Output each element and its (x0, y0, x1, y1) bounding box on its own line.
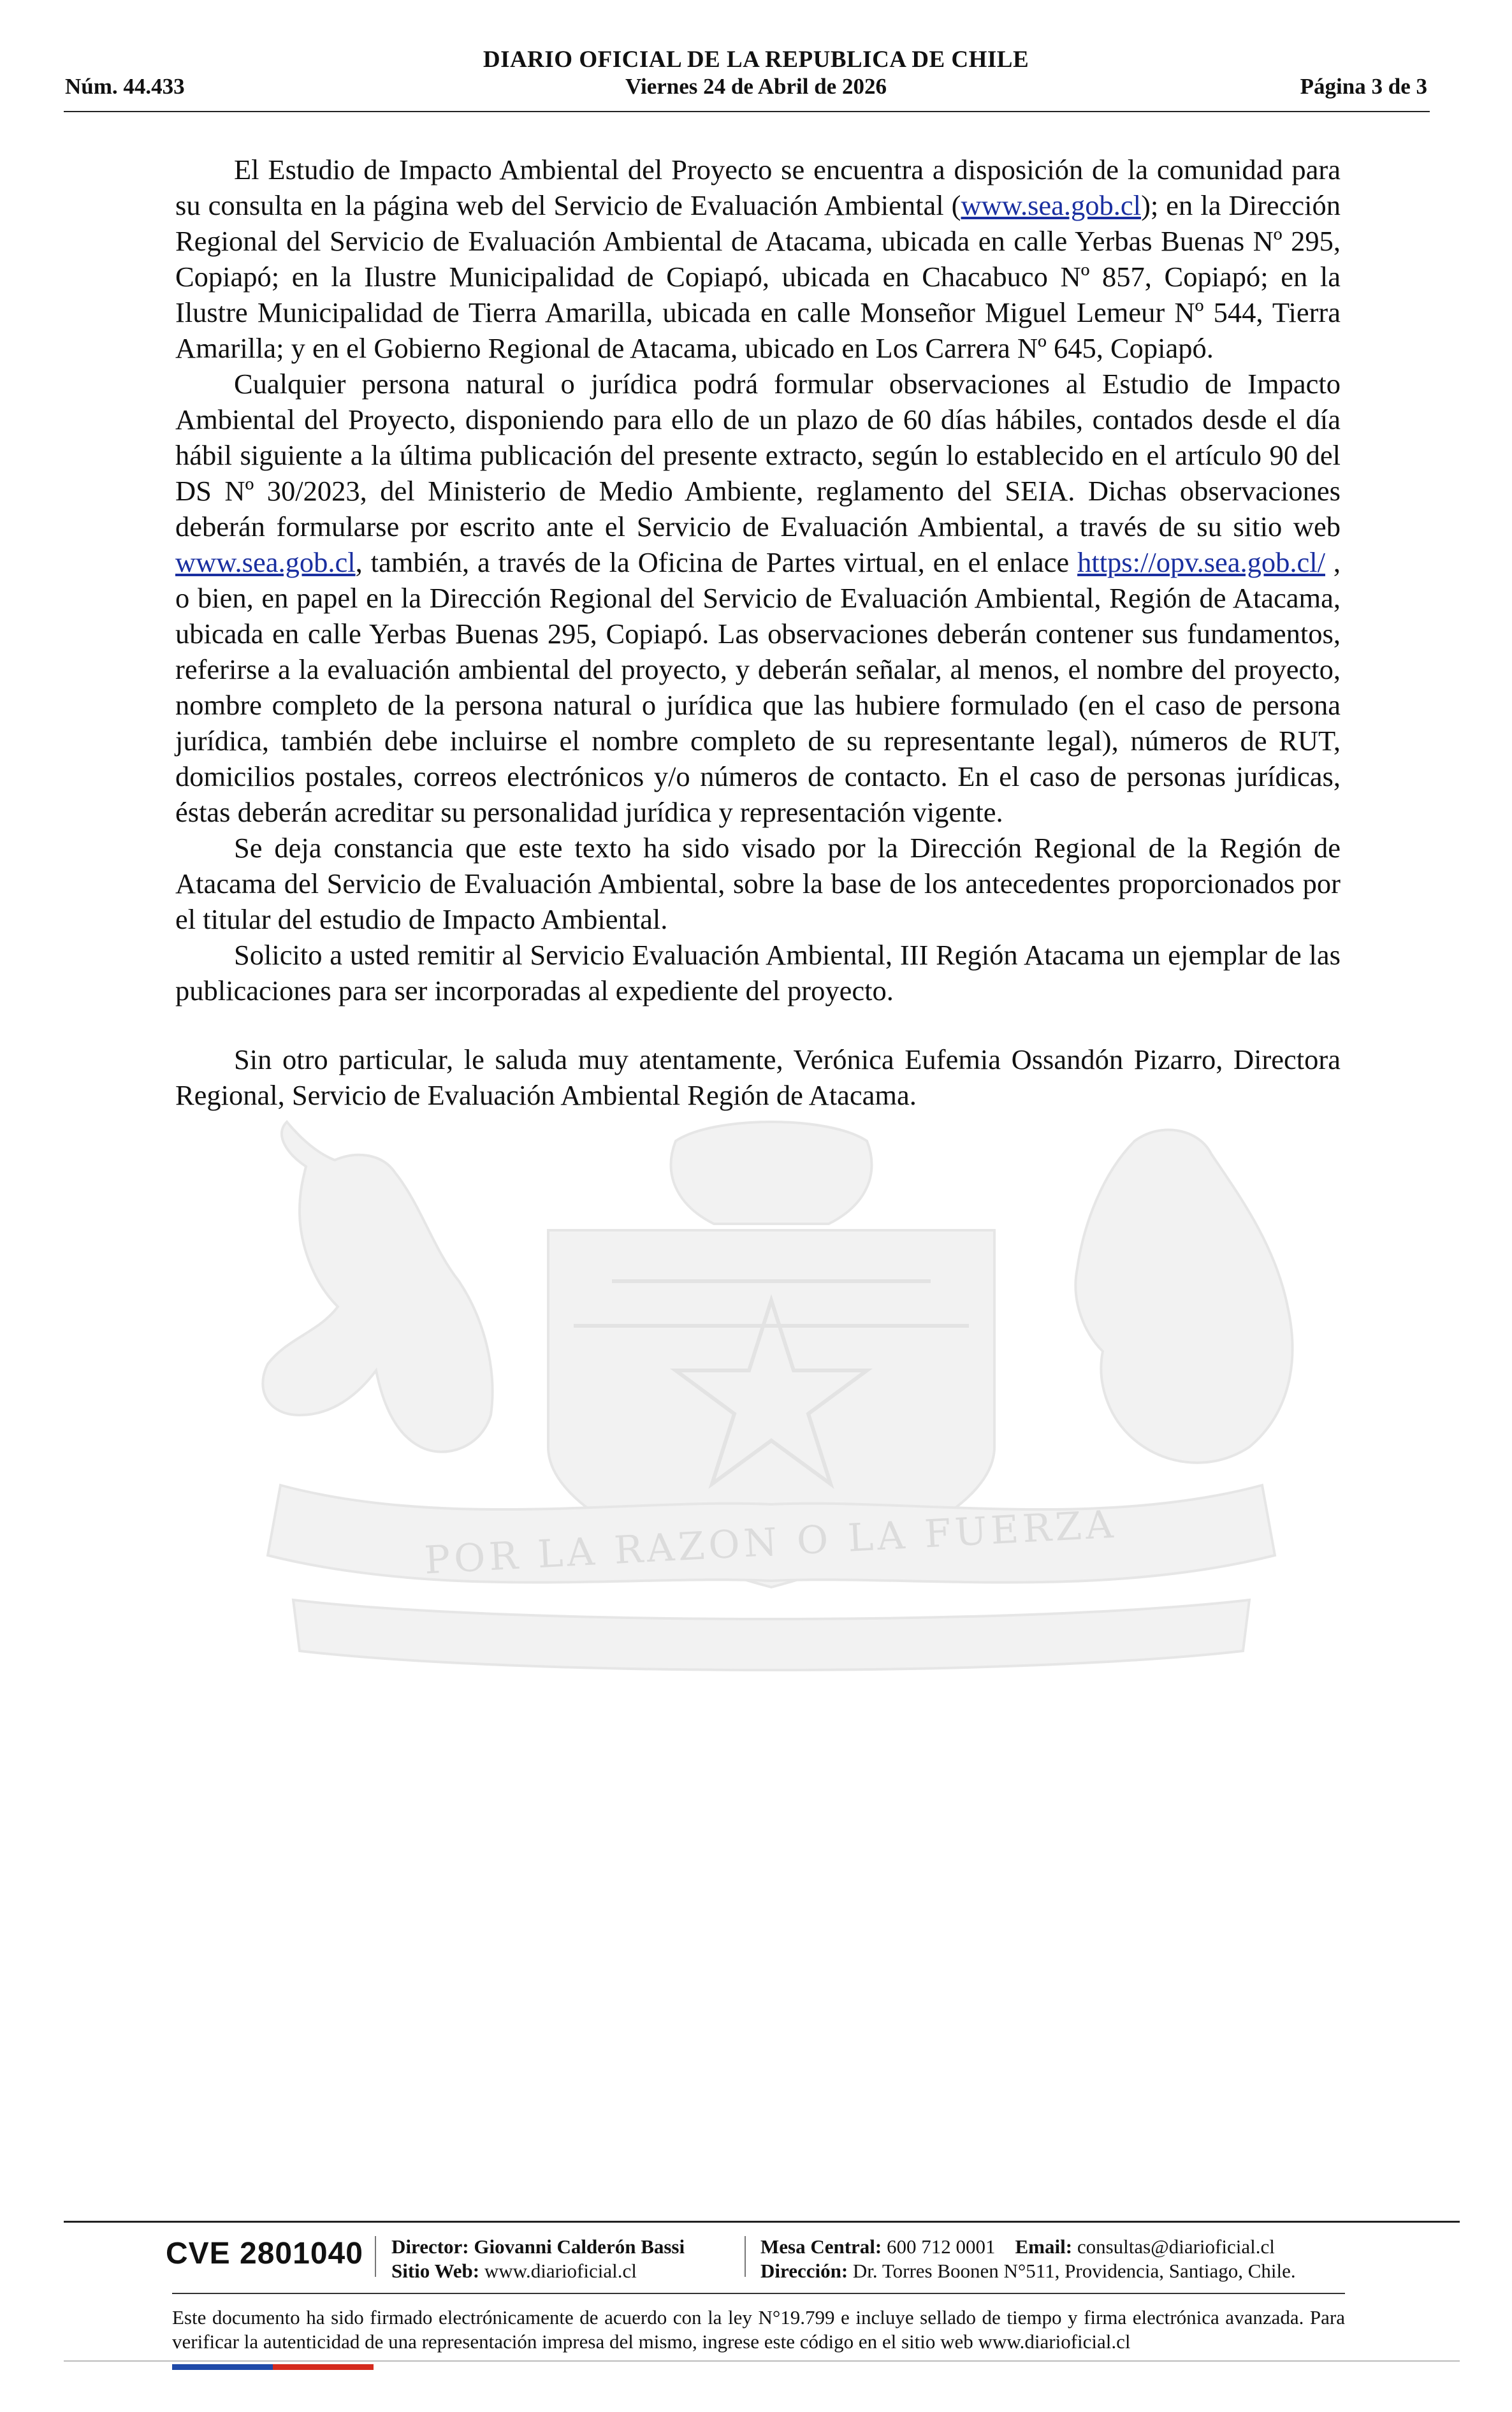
footer-phone: 600 712 0001 (887, 2235, 996, 2258)
footer-inner-divider (172, 2293, 1345, 2294)
document-body (175, 152, 1341, 1113)
footer-director-block: Director: Giovanni Calderón Bassi Sitio Web: www.diarioficial.cl (391, 2235, 685, 2282)
newspaper-title: DIARIO OFICIAL DE LA REPUBLICA DE CHILE (483, 47, 1029, 73)
issue-number: Núm. 44.433 (65, 74, 185, 99)
legal-notice: Este documento ha sido firmado electrónicamente de acuerdo con la ley N°19.799 e incluye sellado de tiempo y firma electrónica avanzada. Para verificar la autenticidad de una representación impresa del mismo, ingrese este código en el sitio web www.diarioficial.cl (172, 2306, 1345, 2353)
opv-portal-link[interactable]: https://opv.sea.gob.cl/ (1077, 546, 1325, 578)
paragraph-observations: Cualquier persona natural o jurídica podrá formular observaciones al Estudio de Impacto Ambiental del Proyecto, disponiendo para ello de un plazo de 60 días hábiles, contados desde el día hábil siguiente a la última publicación del presente extracto, según lo establecido en el artículo 90 del DS Nº 30/2023, del Ministerio de Medio Ambiente, reglamento del SEIA. Dichas observaciones deberán formularse por escrito ante el Servicio de Evaluación Ambiental, a través de su sitio web www.sea.gob.cl, también, a través de la Oficina de Partes virtual, en el enlace https://opv.sea.gob.cl/ , o bien, en papel en la Dirección Regional del Servicio de Evaluación Ambiental, Región de Atacama, ubicada en calle Yerbas Buenas 295, Copiapó. Las observaciones deberán contener sus fundamentos, referirse a la evaluación ambiental del proyecto, y deberán señalar, al menos, el nombre del proyecto, nombre completo de la persona natural o jurídica que las hubiere formulado (en el caso de persona jurídica, también debe incluirse el nombre completo de su representante legal), números de RUT, domicilios postales, correos electrónicos y/o números de contacto. En el caso de personas jurídicas, éstas deberán acreditar su personalidad jurídica y representación vigente. (175, 368, 1341, 828)
footer-separator (375, 2236, 376, 2277)
paragraph-visado: Se deja constancia que este texto ha sido visado por la Dirección Regional de la Región de Atacama del Servicio de Evaluación Ambiental, sobre la base de los antecedentes proporcionados por el titular del estudio de Impacto Ambiental. (175, 832, 1341, 935)
page-indicator: Página 3 de 3 (1300, 74, 1427, 99)
coat-of-arms-icon (191, 1115, 1351, 1689)
footer-contact-block: Mesa Central: 600 712 0001 Email: consultas@diarioficial.cl Dirección: Dr. Torres Boonen N°511, Providencia, Santiago, Chile. (760, 2235, 1296, 2282)
footer-separator (745, 2236, 746, 2277)
sea-website-link-2[interactable]: www.sea.gob.cl (175, 546, 356, 578)
paragraph-consultation: El Estudio de Impacto Ambiental del Proyecto se encuentra a disposición de la comunidad para su consulta en la página web del Servicio de Evaluación Ambiental (www.sea.gob.cl); en la Dirección Regional del Servicio de Evaluación Ambiental de Atacama, ubicada en calle Yerbas Buenas Nº 295, Copiapó; en la Ilustre Municipalidad de Copiapó, ubicada en Chacabuco Nº 857, Copiapó; en la Ilustre Municipalidad de Tierra Amarilla, ubicada en calle Monseñor Miguel Lemeur Nº 544, Tierra Amarilla; y en el Gobierno Regional de Atacama, ubicado en Los Carrera Nº 645, Copiapó. (175, 154, 1341, 364)
footer-email[interactable]: consultas@diarioficial.cl (1077, 2235, 1275, 2258)
footer-address: Dr. Torres Boonen N°511, Providencia, Santiago, Chile. (852, 2260, 1296, 2282)
footer-bottom-divider (64, 2360, 1460, 2362)
flag-stripe-blue (172, 2364, 273, 2370)
paragraph-request: Solicito a usted remitir al Servicio Evaluación Ambiental, III Región Atacama un ejemplar de las publicaciones para ser incorporadas al expediente del proyecto. (175, 939, 1341, 1006)
issue-date: Viernes 24 de Abril de 2026 (625, 74, 887, 99)
header-divider (64, 111, 1430, 112)
paragraph-signature: Sin otro particular, le saluda muy atentamente, Verónica Eufemia Ossandón Pizarro, Directora Regional, Servicio de Evaluación Ambiental Región de Atacama. (175, 1043, 1341, 1111)
footer-divider (64, 2221, 1460, 2223)
flag-stripe-red (273, 2364, 374, 2370)
cve-code: CVE 2801040 (166, 2237, 363, 2270)
seal-motto: POR LA RAZON O LA FUERZA (423, 1502, 1118, 1583)
footer-website[interactable]: www.diarioficial.cl (484, 2260, 637, 2282)
sea-website-link[interactable]: www.sea.gob.cl (961, 189, 1142, 221)
director-name: Giovanni Calderón Bassi (474, 2235, 685, 2258)
